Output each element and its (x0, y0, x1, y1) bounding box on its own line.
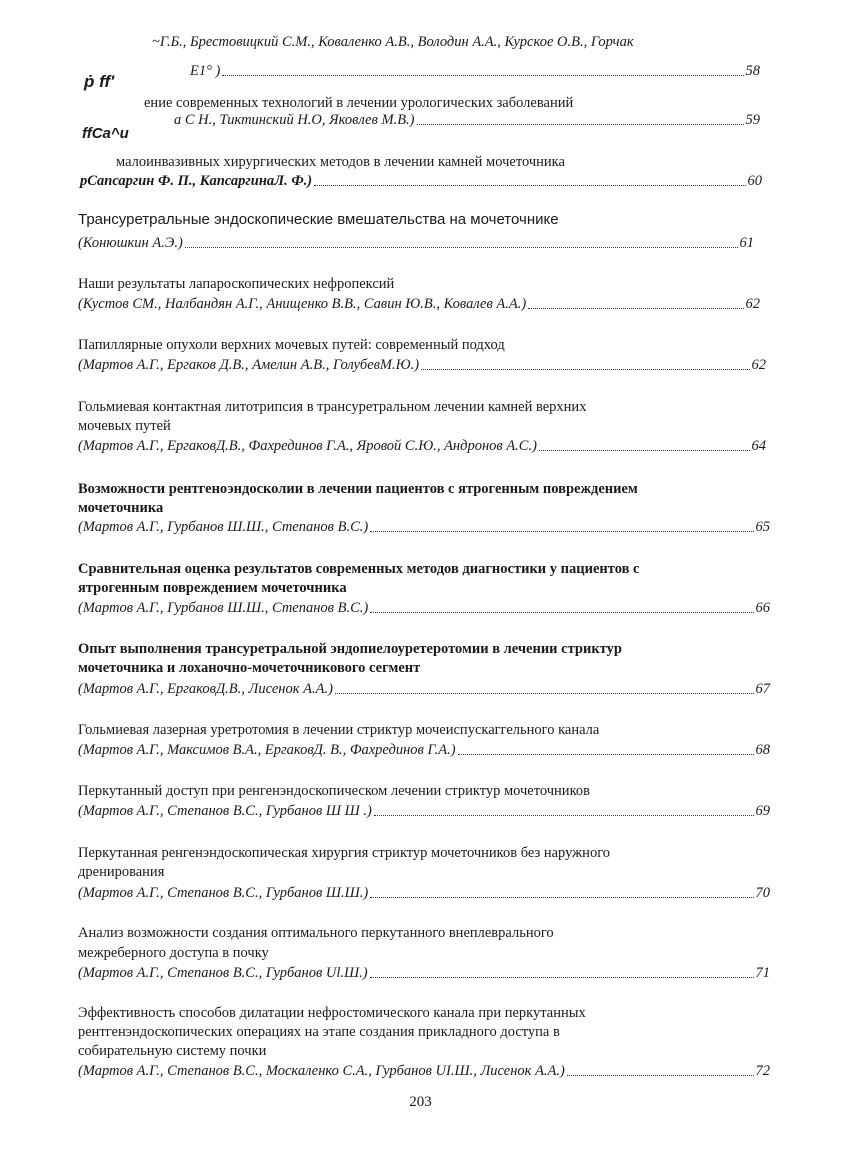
entry-title: ятрогенным повреждением мочеточника (78, 580, 347, 596)
leader-dots (370, 897, 753, 898)
entry-authors-leader (174, 111, 760, 129)
page-ref: 61 (739, 235, 754, 251)
leader-dots (335, 693, 754, 694)
entry-title: Наши результаты лапароскопических нефропексий (78, 276, 395, 292)
entry-authors: (Мартов А.Г., Степанов В.С., Москаленко С.А., Гурбанов UI.Ш., Лисенок А.А.) (78, 1063, 565, 1079)
entry-authors-leader (78, 599, 770, 617)
entry-title: дренирования (78, 864, 165, 880)
toc-entry-top-leader (190, 62, 760, 80)
entry-title: рентгенэндоскопических операциях на этапе создания прикладного доступа в (78, 1024, 560, 1040)
page-ref: 66 (755, 600, 770, 616)
leader-dots (185, 247, 738, 248)
page-ref: 58 (745, 63, 760, 79)
entry-title: мочеточника и лоханочно-мочеточникового сегмент (78, 660, 421, 676)
entry-authors: (Конюшкин А.Э.) (78, 235, 183, 251)
entry-authors-leader (78, 356, 766, 374)
leader-dots (421, 369, 749, 370)
entry-authors: (Мартов А.Г., Ергаков Д.В., Амелин А.В., ГолубевМ.Ю.) (78, 357, 420, 373)
ocr-fragment-2: ffCa^u (82, 125, 129, 142)
entry-title: Сравнительная оценка результатов современных методов диагностики у пациентов с (78, 561, 640, 577)
entry-authors-leader (78, 234, 754, 252)
leader-dots (528, 308, 743, 309)
entry-authors: (Мартов А.Г., Максимов В.А., ЕргаковД. В., Фахрединов Г.А.) (78, 742, 456, 758)
page-ref: 62 (751, 357, 766, 373)
leader-dots (370, 531, 753, 532)
entry-title: ение современных технологий в лечении урологических заболеваний (144, 95, 574, 111)
leader-dots (370, 977, 754, 978)
entry-title: Перкутанная ренгенэндоскопическая хирургия стриктур мочеточников без наружного (78, 845, 611, 861)
page-ref: 68 (755, 742, 770, 758)
entry-authors-leader (78, 1062, 770, 1080)
entry-authors-leader (78, 964, 770, 982)
page-ref: 71 (755, 965, 770, 981)
page-ref: 70 (755, 885, 770, 901)
page-ref: 65 (755, 519, 770, 535)
ocr-fragment-1: ṗ ff' (84, 72, 115, 91)
entry-title: Папиллярные опухоли верхних мочевых путей: современный подход (78, 337, 505, 353)
entry-authors-leader (78, 518, 770, 536)
leader-dots (567, 1075, 754, 1076)
entry-title: мочевых путей (78, 418, 171, 434)
entry-authors: (Мартов А.Г., Гурбанов Ш.Ш., Степанов В.С.) (78, 600, 369, 616)
entry-authors-leader (78, 295, 760, 313)
authors-line-top: ~Г.Б., Брестовицкий С.М., Коваленко А.В., Володин А.А., Курское О.В., Горчак (152, 34, 634, 50)
page-ref: 69 (755, 803, 770, 819)
leader-dots (222, 75, 743, 76)
entry-authors-leader (78, 802, 770, 820)
page-ref: 60 (747, 173, 762, 189)
entry-title: собирательную систему почки (78, 1043, 267, 1059)
entry-title: Гольмиевая контактная литотрипсия в трансуретральном лечении камней верхних (78, 399, 587, 415)
entry-title: Эффективность способов дилатации нефростомического канала при перкутанных (78, 1005, 586, 1021)
leader-dots (539, 450, 750, 451)
page-ref: 72 (755, 1063, 770, 1079)
page-ref: 62 (745, 296, 760, 312)
entry-authors-leader (78, 741, 770, 759)
authors-line-top-cont: Е1° ) (190, 63, 221, 79)
entry-authors-leader (78, 680, 770, 698)
page-ref: 64 (751, 438, 766, 454)
entry-authors-leader (80, 172, 762, 190)
entry-title: межреберного доступа в почку (78, 945, 269, 961)
entry-title: мочеточника (78, 500, 164, 516)
entry-authors: (Мартов А.Г., Степанов В.С., Гурбанов Ш Ш .) (78, 803, 372, 819)
leader-dots (458, 754, 754, 755)
entry-title: Опыт выполнения трансуретральной эндопиелоуретеротомии в лечении стриктур (78, 641, 622, 657)
entry-title: Возможности рентгеноэндосколии в лечении пациентов с ятрогенным повреждением (78, 481, 638, 497)
entry-authors: а С Н., Тиктинский Н.О, Яковлев М.В.) (174, 112, 415, 128)
entry-authors: (Кустов СМ., Налбандян А.Г., Анищенко В.В., Савин Ю.В., Ковалев А.А.) (78, 296, 527, 312)
entry-authors: (Мартов А.Г., Гурбанов Ш.Ш., Степанов В.С.) (78, 519, 369, 535)
page-ref: 67 (755, 681, 770, 697)
page-ref: 59 (745, 112, 760, 128)
entry-title: Анализ возможности создания оптимального перкутанного внеплеврального (78, 925, 554, 941)
entry-title: Трансуретральные эндоскопические вмешательства на мочеточнике (78, 211, 559, 228)
entry-authors: (Мартов А.Г., ЕргаковД.В., Лисенок А.А.) (78, 681, 333, 697)
entry-authors: (Мартов А.Г., Степанов В.С., Гурбанов Ul.Ш.) (78, 965, 368, 981)
entry-authors: (Мартов А.Г., Степанов В.С., Гурбанов Ш.Ш.) (78, 885, 369, 901)
leader-dots (374, 815, 754, 816)
leader-dots (370, 612, 753, 613)
entry-authors: (Мартов А.Г., ЕргаковД.В., Фахрединов Г.А., Яровой С.Ю., Андронов А.С.) (78, 438, 537, 454)
entry-authors-leader (78, 884, 770, 902)
entry-authors: рСапсаргин Ф. П., КапсаргинаЛ. Ф.) (80, 173, 313, 189)
page-number: 203 (409, 1094, 432, 1110)
entry-title: Перкутанный доступ при ренгенэндоскопическом лечении стриктур мочеточников (78, 783, 590, 799)
leader-dots (417, 124, 744, 125)
leader-dots (314, 185, 745, 186)
entry-title: Гольмиевая лазерная уретротомия в лечении стриктур мочеиспускаггельного канала (78, 722, 600, 738)
entry-authors-leader (78, 437, 766, 455)
entry-title: малоинвазивных хирургических методов в лечении камней мочеточника (116, 154, 565, 170)
